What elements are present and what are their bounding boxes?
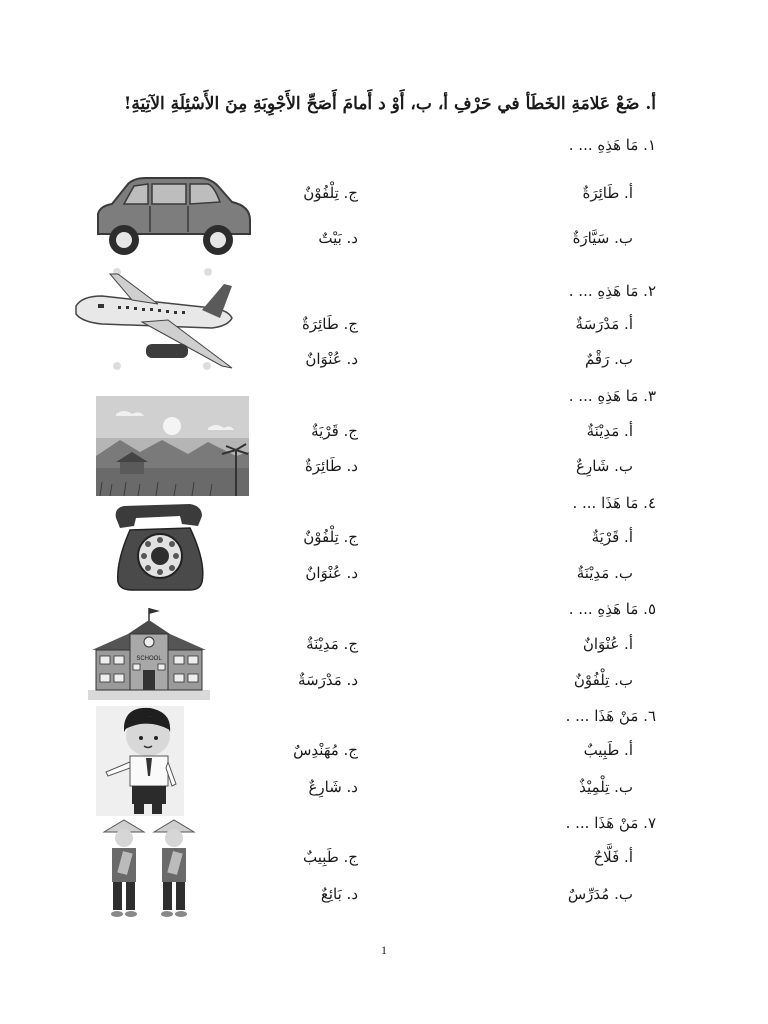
q6-option-a: أ. طَبِيبٌ [583,741,633,759]
q7-option-b: ب. مُدَرِّسٌ [567,885,633,903]
q4-option-c: ج. تِلْفُوْنٌ [303,528,358,546]
q4-option-a: أ. قَرْيَةٌ [591,528,633,546]
question-1: ١. مَا هَذِهِ ... . [568,136,656,154]
q7-option-c: ج. طَبِيبٌ [303,848,358,866]
q3-option-b: ب. شَارِعٌ [576,457,633,475]
instruction-heading: أ. ضَعْ عَلامَةِ الخَطَأ في حَرْفِ أ، ب، أَوْ د أَمامَ أَصَحِّ الأَجْوِبَةِ مِنَ الأَسْئِلَةِ الآتِيَةِ! [123,94,656,114]
school-icon [88,604,210,700]
airplane-icon [72,266,252,384]
q4-option-d: د. عُنْوَانٌ [305,564,358,582]
q6-option-d: د. شَارِعٌ [308,778,358,796]
q2-option-c: ج. طَائِرَةٌ [301,315,358,333]
question-3: ٣. مَا هَذِهِ ... . [568,387,656,405]
q5-option-d: د. مَدْرَسَةٌ [298,671,358,689]
telephone-icon [110,502,210,594]
question-6: ٦. مَنْ هَذَا ... . [565,707,656,725]
q1-option-a: أ. طَائِرَةٌ [582,184,633,202]
page-number: 1 [381,943,387,957]
q5-option-a: أ. عُنْوَانٌ [582,635,633,653]
q4-option-b: ب. مَدِيْنَةٌ [576,564,633,582]
q7-option-d: د. بَائِعٌ [320,885,358,903]
q1-option-c: ج. تِلْفُوْنٌ [303,184,358,202]
question-7: ٧. مَنْ هَذَا ... . [565,814,656,832]
q2-option-b: ب. رَقْمٌ [584,350,633,368]
q5-option-b: ب. تِلْفُوْنٌ [573,671,633,689]
q1-option-d: د. بَيْتٌ [318,229,358,247]
q1-option-b: ب. سَيَّارَةٌ [572,229,633,247]
q2-option-a: أ. مَدْرَسَةٌ [575,315,633,333]
q3-option-c: ج. قَرْيَةٌ [311,422,358,440]
student-icon [96,706,184,816]
q3-option-a: أ. مَدِيْنَةٌ [586,422,633,440]
question-5: ٥. مَا هَذِهِ ... . [568,600,656,618]
question-4: ٤. مَا هَذَا ... . [572,494,656,512]
farmers-icon [100,816,200,924]
q6-option-b: ب. تِلْمِيْذٌ [579,778,633,796]
village-landscape [96,396,249,496]
question-2: ٢. مَا هَذِهِ ... . [568,282,656,300]
q2-option-d: د. عُنْوَانٌ [305,350,358,368]
car-icon [90,172,255,262]
q3-option-d: د. طَائِرَةٌ [304,457,358,475]
q7-option-a: أ. فَلَّاحٌ [593,848,633,866]
q6-option-c: ج. مُهَنْدِسٌ [293,741,358,759]
q5-option-c: ج. مَدِيْنَةٌ [306,635,358,653]
school-sign-text: SCHOOL [136,656,162,662]
